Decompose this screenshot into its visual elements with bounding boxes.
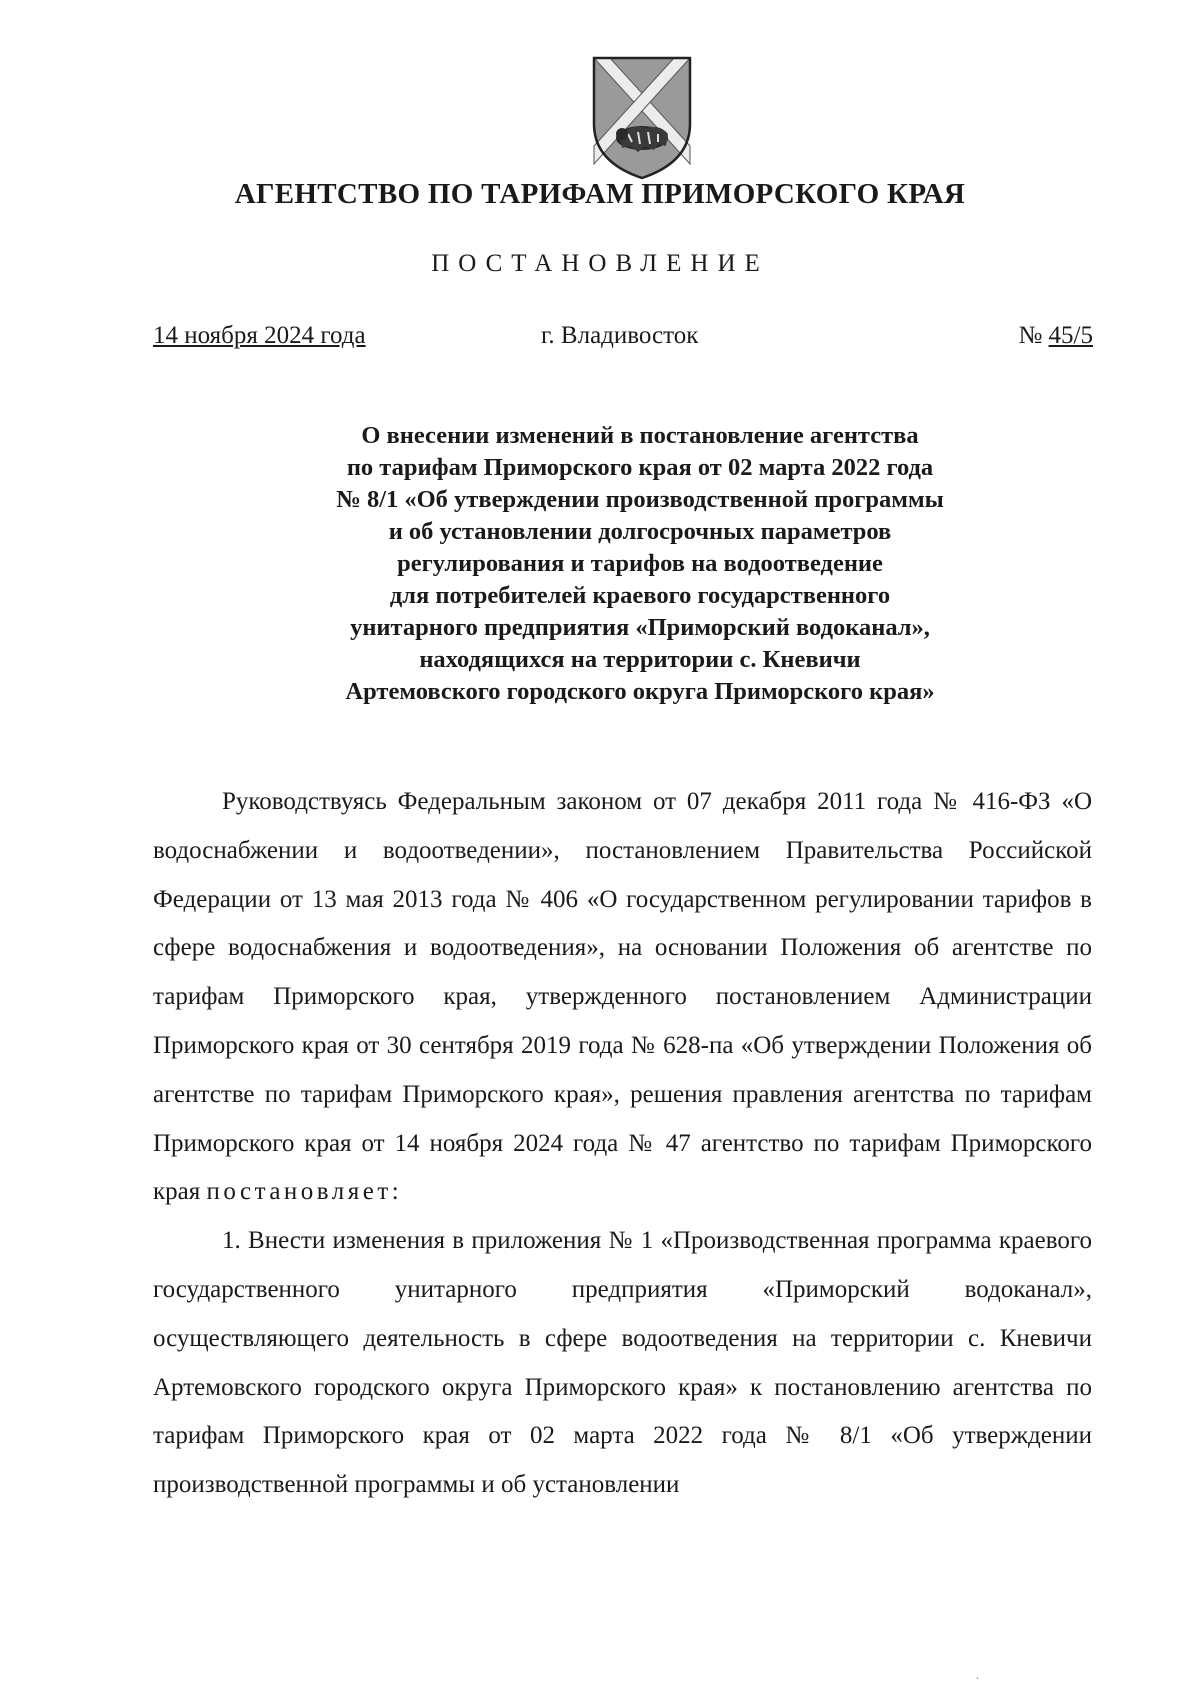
title-line: регулирования и тарифов на водоотведение (397, 550, 883, 577)
clause-1-text: 1. Внести изменения в приложения № 1 «Производственная программа краевого государственного унитарного предприятия «Приморский водоканал», осуществляющего деятельность в сфере водоотведения на территории с. Кневичи Артемовского городского округа Приморского края» к постановлению агентства по тарифам Приморского края от 02 марта 2022 года № 8/1 «Об утверждении производственной программы и об установлении (153, 1227, 1092, 1499)
resolution-verb: постановляет: (206, 1178, 403, 1206)
preamble-paragraph (153, 778, 1092, 1217)
title-line: Артемовского городского округа Приморского края» (345, 678, 935, 705)
document-body (153, 778, 1092, 1510)
scan-mark: · (975, 1672, 980, 1687)
title-line: по тарифам Приморского края от 02 марта 2022 года (346, 454, 934, 481)
document-title (200, 420, 1080, 708)
preamble-text: Руководствуясь Федеральным законом от 07 декабря 2011 года № 416-ФЗ «О водоснабжении и водоотведении», постановлением Правительства Российской Федерации от 13 мая 2013 года № 406 «О государственном регулировании тарифов в сфере водоснабжения и водоотведения», на основании Положения об агентстве по тарифам Приморского края, утвержденного постановлением Администрации Приморского края от 30 сентября 2019 года № 628-па «Об утверждении Положения об агентстве по тарифам Приморского края», решения правления агентства по тарифам Приморского края от 14 ноября 2024 года № 47 агентство по тарифам Приморского края (153, 788, 1092, 1206)
title-line: находящихся на территории с. Кневичи (419, 646, 861, 673)
title-line: № 8/1 «Об утверждении производственной программы (336, 486, 944, 513)
number-prefix: № (1018, 322, 1049, 349)
title-line: О внесении изменений в постановление агентства (361, 422, 919, 449)
document-meta (153, 322, 1093, 356)
number-value: 45/5 (1048, 322, 1093, 349)
title-line: унитарного предприятия «Приморский водоканал», (350, 614, 930, 641)
agency-name: АГЕНТСТВО ПО ТАРИФАМ ПРИМОРСКОГО КРАЯ (234, 178, 966, 210)
document-type: ПОСТАНОВЛЕНИЕ (431, 250, 769, 277)
document-date: 14 ноября 2024 года (153, 322, 366, 349)
clause-paragraph (153, 1217, 1092, 1510)
document-city: г. Владивосток (541, 322, 699, 349)
document-number (1018, 322, 1093, 350)
title-line: и об установлении долгосрочных параметров (388, 518, 892, 545)
title-line: для потребителей краевого государственного (389, 582, 891, 609)
coat-of-arms-icon (588, 54, 696, 182)
